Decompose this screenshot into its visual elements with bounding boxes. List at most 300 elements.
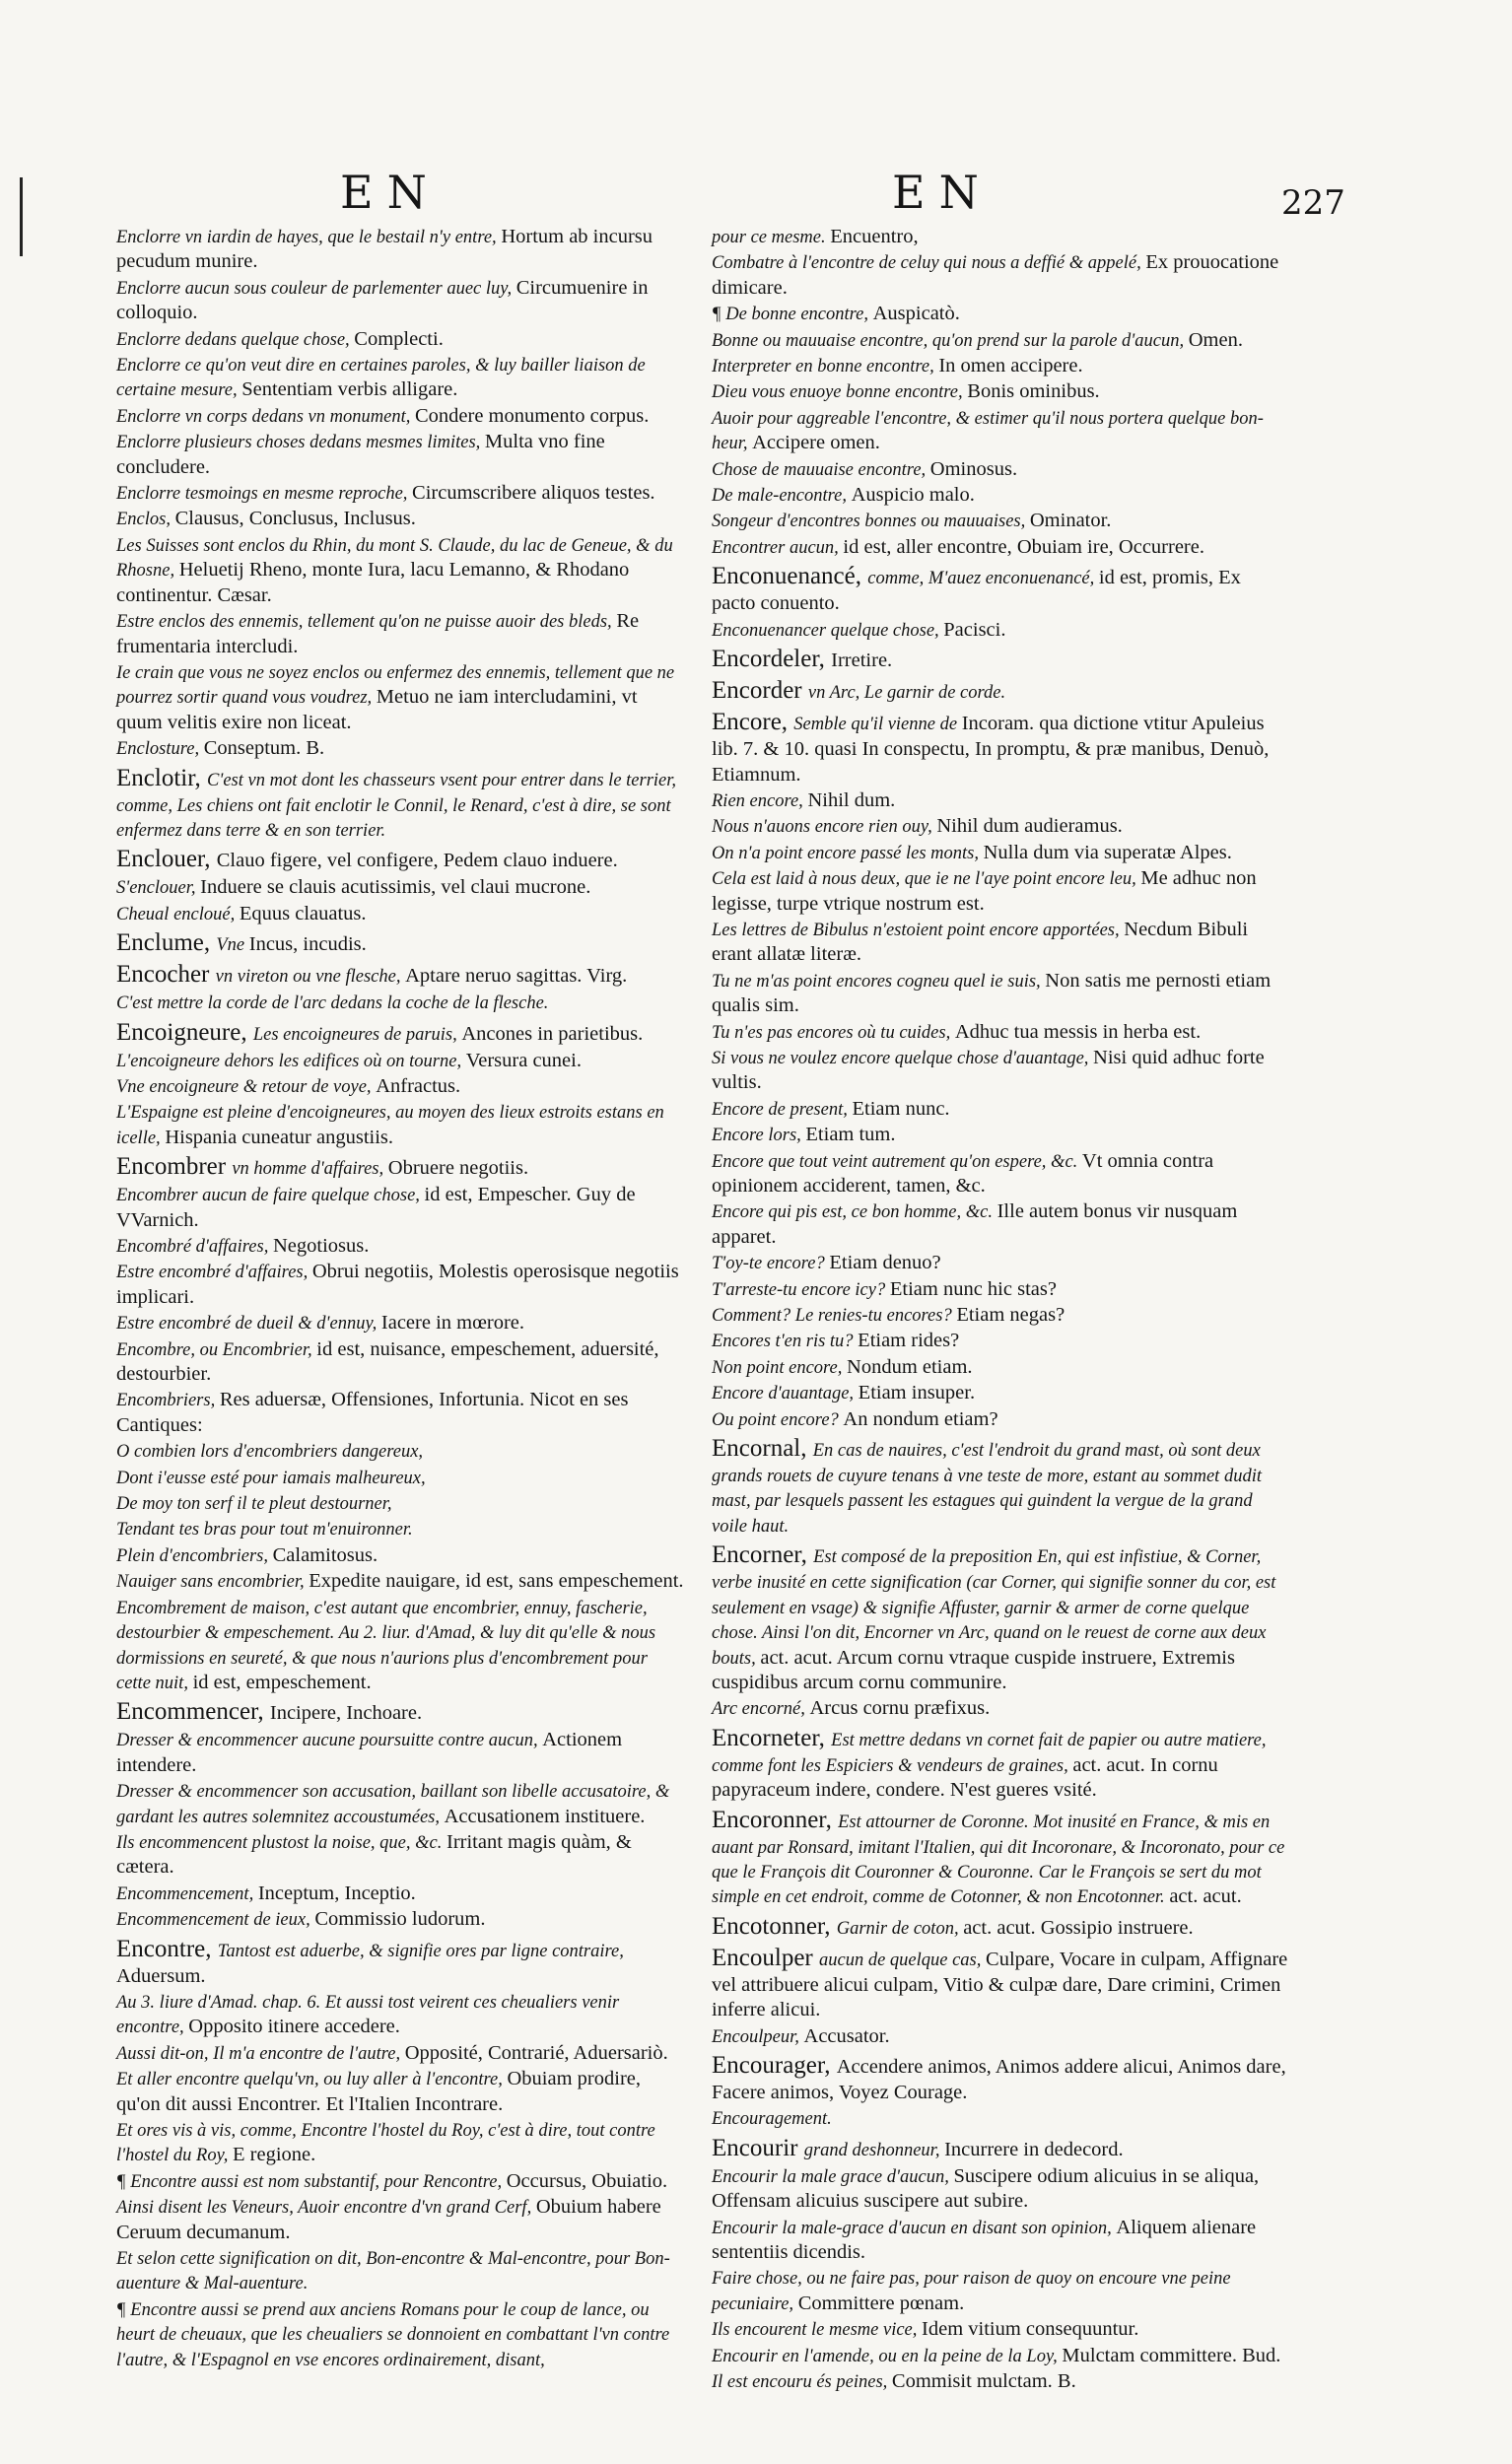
entry-french: Vne encoigneure & retour de voye, [116,1076,377,1097]
dictionary-entry [712,2133,1288,2163]
dictionary-entry [116,1183,686,1233]
entry-french: Est attourner de Coronne. Mot inusité en France, & mis en auant par Ronsard, imitant l'Italien, qui dit Incoronare, & Incoronato, pour ce que le François dit Couronner & Couronne. Car le François se sert du mot simple en cet endroit, comme de Cotonner, & non Encotonner. [712,1812,1285,1908]
entry-headword: Encombrer [116,1153,233,1181]
dictionary-entry [116,404,686,429]
entry-latin: Commissio ludorum. [314,1908,486,1931]
entry-french: ¶ Encontre aussi est nom substantif, pour Rencontre, [116,2171,507,2192]
dictionary-entry [712,1381,1288,1405]
entry-latin: Bonis ominibus. [967,380,1100,403]
entry-french: L'encoigneure dehors les edifices où on tourne, [116,1051,466,1071]
entry-french: En cas de nauires, c'est l'endroit du grand mast, où sont deux grands rouets de cuyure tenans à vne teste de more, estant au sommet dudit mast, par lesquels passent les estagues qui guindent la vergue de la grand voile haut. [712,1441,1262,1537]
entry-french: Garnir de coton, [836,1918,964,1939]
entry-french: Enclorre aucun sous couleur de parlementer auec luy, [116,278,516,299]
entry-french: vn homme d'affaires, [232,1159,388,1180]
entry-french: Enconuenancer quelque chose, [712,620,944,641]
entry-french: On n'a point encore passé les monts, [712,843,984,863]
dictionary-entry [712,509,1288,533]
entry-french: Nauiger sans encombrier, [116,1572,309,1593]
dictionary-entry [712,1943,1288,2023]
dictionary-entry [116,1543,686,1568]
entry-latin: Ominator. [1029,510,1112,532]
entry-latin: Idem vitium consequuntur. [922,2318,1139,2341]
dictionary-entry [116,430,686,480]
entry-french: Chose de mauuaise encontre, [712,459,930,480]
dictionary-entry [712,379,1288,404]
dictionary-entry [116,2195,686,2245]
dictionary-entry [116,1779,686,1829]
entry-french: C'est vn mot dont les chasseurs vsent pour entrer dans le terrier, comme, Les chiens ont fait enclotir le Connil, le Renard, c'est à dire, se sont enfermez dans terre & en son terrier. [116,770,677,841]
entry-french: De male-encontre, [712,486,852,507]
entry-latin: act. acut. [1072,1753,1150,1776]
entry-latin: Etiam negas? [956,1304,1065,1327]
dictionary-entry [116,1100,686,1150]
entry-latin: Etiam denuo? [829,1252,941,1274]
entry-french: Tantost est aduerbe, & signifie ores par ligne contraire, [217,1941,624,1961]
entry-french: Ie crain que vous ne soyez enclos ou enfermez des ennemis, tellement que ne pourrez sortir quand vous voudrez, [116,662,675,709]
dictionary-entry [712,457,1288,482]
entry-french: Combatre à l'encontre de celuy qui nous a deffié & appelé, [712,253,1146,274]
entry-french: Estre encombré d'affaires, [116,1263,312,1283]
entry-latin: In cornu papyraceum indere, condere. N'est gueres vsité. [712,1753,1218,1802]
dictionary-entry [712,2369,1288,2394]
dictionary-entry [116,902,686,926]
dictionary-entry [116,1017,686,1048]
dictionary-entry [116,1260,686,1310]
dictionary-entry [116,276,686,326]
dictionary-entry [712,1433,1288,1539]
dictionary-entry [712,354,1288,378]
entry-latin: Me adhuc non legisse, turpe vtrique nostrum est. [712,867,1257,915]
dictionary-entry [116,353,686,403]
entry-french: Auoir pour aggreable l'encontre, & estimer qu'il nous portera quelque bon-heur, [712,408,1264,454]
entry-french: Ils encommencent plustost la noise, que, &c. [116,1832,447,1853]
entry-latin: act. acut. [963,1916,1041,1939]
entry-headword: Encourir [712,2134,804,2161]
entry-latin: Incoram. qua dictione vtitur Apuleius lib. 7. & 10. quasi In conspectu, In promptu, & præ manibus, Denuò, Etiamnum. [712,713,1270,786]
dictionary-entry [712,250,1288,301]
entry-latin: Suscipere odium alicuius in se aliqua, Offensam alicuius suscipere aut subire. [712,2164,1260,2213]
dictionary-entry [712,2024,1288,2049]
entry-latin: Multa vno fine concludere. [116,431,605,478]
entry-french: vn Arc, Le garnir de corde. [807,683,1006,704]
entry-latin: Actionem intendere. [116,1729,623,1776]
entry-french: vn vireton ou vne flesche, [215,967,406,988]
dictionary-entry [116,2067,686,2117]
entry-french: Enclorre vn corps dedans vn monument, [116,406,415,427]
entry-latin: Re frumentaria intercludi. [116,610,640,657]
dictionary-entry [116,1907,686,1932]
entry-french: Vne [216,935,249,956]
dictionary-entry [712,483,1288,508]
entry-french: Dresser & encommencer son accusation, baillant son libelle accusatoire, & gardant les autres solemnitez accoustumées, [116,1782,670,1827]
entry-french: Tu ne m'as point encores cogneu quel ie suis, [712,971,1046,992]
entry-latin: Culpare, Vocare in culpam, Affignare vel attribuere alicui culpam, Vitio & culpæ dare, Dare crimini, Crimen inferre alicui. [712,1948,1288,2021]
dictionary-entry [116,991,686,1015]
entry-latin: Arcum cornu vtraque cuspide instruere, Extremis cuspidibus arcum cornu communire. [712,1646,1235,1693]
dictionary-entry [116,1466,686,1490]
entry-french: ¶ De bonne encontre, [712,305,873,325]
entry-latin: An nondum etiam? [843,1407,998,1430]
entry-french: ¶ Encontre aussi se prend aux anciens Romans pour le coup de lance, ou heurt de cheuaux, que les cheualiers se donnoient en combattant l'vn contre l'autre, & l'Espagnol en vse encores ordinairement, disant, [116,2299,670,2370]
entry-french: Non point encore, [712,1357,848,1378]
dictionary-entry [712,225,1288,249]
dictionary-entry [712,1540,1288,1695]
dictionary-entry [116,2297,686,2372]
entry-french: Enclorre ce qu'on veut dire en certaines paroles, & luy bailler liaison de certaine mesure, [116,356,646,401]
dictionary-entry [712,675,1288,706]
entry-french: T'oy-te encore? [712,1254,830,1274]
dictionary-entry [712,406,1288,456]
dictionary-entry [712,2106,1288,2131]
entry-latin: Accusationem instituere. [444,1805,646,1827]
entry-latin: Gossipio instruere. [1040,1916,1194,1939]
entry-french: Encombré d'affaires, [116,1237,273,1257]
entry-french: Encommencement de ieux, [116,1910,315,1931]
dictionary-entry [712,1407,1288,1432]
dictionary-entry [712,328,1288,353]
entry-latin: Heluetij Rheno, monte Iura, lacu Lemanno, & Rhodano continentur. Cæsar. [116,559,630,606]
dictionary-entry [712,788,1288,813]
dictionary-entry [116,959,686,990]
entry-headword: Encore, [712,709,794,736]
entry-latin: Nisi quid adhuc forte vultis. [712,1046,1265,1094]
entry-french: Encouragement. [712,2109,832,2130]
entry-latin: Aliquem alienare sententiis dicendis. [712,2216,1257,2263]
entry-french: Encore lors, [712,1126,806,1146]
entry-latin: Clausus, Conclusus, Inclusus. [174,508,416,530]
entry-latin: Necdum Bibuli erant allatæ literæ. [712,918,1249,966]
entry-latin: Auspicio malo. [851,484,975,507]
dictionary-entry [712,1723,1288,1804]
entry-latin: Obrui negotiis, Molestis operosisque negotiis implicari. [116,1261,679,1308]
entry-latin: Ominosus. [929,457,1018,480]
entry-latin: Ancones in parietibus. [461,1022,644,1045]
entry-latin: Induere se clauis acutissimis, vel claui mucrone. [200,876,591,899]
entry-french: Plein d'encombriers, [116,1545,273,1566]
entry-latin: Res aduersæ, Offensiones, Infortunia. Nicot en ses Cantiques: [116,1389,629,1436]
entry-latin: Arcus cornu præfixus. [809,1697,991,1720]
entry-headword: Encorner, [712,1541,814,1569]
entry-french: O combien lors d'encombriers dangereux, [116,1442,424,1463]
entry-latin: Ex prouocatione dimicare. [712,251,1279,299]
entry-headword: Enclotir, [116,764,208,791]
dictionary-entry [712,918,1288,968]
entry-french: Encoulpeur, [712,2026,804,2047]
entry-french: L'Espaigne est pleine d'encoigneures, au moyen des lieux estroits estans en icelle, [116,1103,664,1148]
entry-headword: Encourager, [712,2051,837,2079]
dictionary-entry [712,1020,1288,1045]
entry-latin: Adhuc tua messis in herba est. [954,1020,1202,1043]
entry-french: Encombre, ou Encombrier, [116,1339,317,1360]
dictionary-entry [712,302,1288,326]
entry-latin: Ille autem bonus vir nusquam apparet. [712,1200,1238,1248]
dictionary-entry [116,1151,686,1182]
entry-french: Interpreter en bonne encontre, [712,357,939,377]
dictionary-entry [116,1234,686,1259]
entry-latin: Equus clauatus. [239,902,367,924]
dictionary-entry [116,1388,686,1438]
dictionary-entry [116,875,686,900]
entry-latin: Accusator. [803,2024,890,2047]
entry-french: Arc encorné, [712,1699,810,1720]
dictionary-entry [116,1337,686,1388]
entry-latin: In omen accipere. [938,355,1083,377]
dictionary-entry [116,1491,686,1516]
entry-french: Cela est laid à nous deux, que ie ne l'aye point encore leu, [712,869,1141,890]
entry-french: Aussi dit-on, Il m'a encontre de l'autre, [116,2043,405,2064]
dictionary-entry [116,1882,686,1906]
entry-latin: Obuiam prodire, qu'on dit aussi Encontrer. Et l'Italien Incontrare. [116,2068,641,2115]
entry-french: Si vous ne voulez encore quelque chose d'auantage, [712,1048,1094,1068]
entry-french: Encombriers, [116,1391,220,1411]
dictionary-entry [116,1934,686,1989]
entry-latin: Opposito itinere accedere. [188,2016,400,2038]
entry-french: Et selon cette signification on dit, Bon-encontre & Mal-encontre, pour Bon-auenture & Mal-auenture. [116,2249,670,2294]
dictionary-entry [712,841,1288,865]
entry-french: Rien encore, [712,790,808,811]
entry-french: Les lettres de Bibulus n'estoient point encore apportées, [712,920,1125,940]
entry-headword: Enclouer, [116,846,217,873]
entry-headword: Encoigneure, [116,1018,253,1046]
dictionary-entry [712,2050,1288,2105]
dictionary-entry [116,225,686,275]
dictionary-entry [116,763,686,844]
entry-headword: Encornal, [712,1435,813,1463]
entry-latin: id est, empeschement. [192,1671,372,1693]
dictionary-entry [116,844,686,874]
entry-latin: Irritant magis quàm, & cætera. [116,1830,632,1879]
dictionary-entry [116,1696,686,1727]
dictionary-entry [116,533,686,608]
entry-french: Enclorre tesmoings en mesme reproche, [116,484,413,505]
dictionary-entry [116,2118,686,2168]
dictionary-entry [116,1517,686,1541]
entry-latin: Hispania cuneatur angustiis. [165,1126,394,1148]
entry-french: Il est encouru és peines, [712,2372,892,2393]
entry-latin: Conseptum. B. [203,737,325,760]
entry-french: Songeur d'encontres bonnes ou mauuaises, [712,512,1030,532]
dictionary-entry [712,1696,1288,1721]
dictionary-entry [712,2317,1288,2342]
entry-french: T'arreste-tu encore icy? [712,1279,890,1300]
left-column [116,225,686,2373]
dictionary-entry [712,1123,1288,1147]
dictionary-entry [116,1830,686,1881]
entry-latin: Committere pœnam. [797,2292,965,2314]
entry-french: S'enclouer, [116,878,201,899]
dictionary-entry [712,1199,1288,1250]
dictionary-entry [116,1074,686,1099]
entry-latin: Etiam tum. [805,1124,896,1146]
entry-latin: Non satis me pernosti etiam qualis sim. [712,969,1271,1017]
entry-latin: Sententiam verbis alligare. [241,378,458,401]
entry-latin: Negotiosus. [272,1235,370,1257]
entry-french: Encore de present, [712,1099,853,1120]
entry-french: Encore d'auantage, [712,1384,859,1404]
dictionary-entry [712,1805,1288,1910]
entry-french: aucun de quelque cas, [818,1950,987,1970]
entry-latin: Auspicatò. [872,303,960,325]
entry-latin: Nihil dum. [807,788,896,811]
entry-latin: Expedite nauigare, id est, sans empeschement. [309,1570,684,1593]
entry-latin: act. acut. [760,1646,837,1669]
entry-latin: Etiam nunc. [852,1097,950,1120]
entry-french: Encombrer aucun de faire quelque chose, [116,1186,425,1206]
dictionary-entry [712,535,1288,560]
dictionary-entry [116,1049,686,1073]
entry-latin: Occursus, Obuiatio. [506,2169,668,2192]
entry-latin: Metuo ne iam intercludamini, vt quum velitis exire non liceat. [116,686,638,733]
dictionary-entry [116,609,686,659]
entry-headword: Encorneter, [712,1724,832,1751]
entry-headword: Encontre, [116,1935,218,1962]
entry-headword: Encocher [116,961,216,989]
entry-french: Les encoigneures de paruis, [252,1024,462,1045]
dictionary-entry [712,2216,1288,2266]
entry-french: pour ce mesme. [712,228,831,247]
entry-headword: Enclume, [116,929,217,957]
entry-latin: Irretire. [831,650,893,672]
entry-headword: Encoronner, [712,1806,839,1833]
entry-latin: Opposité, Contrarié, Aduersariò. [404,2041,668,2064]
entry-latin: Versura cunei. [465,1049,582,1071]
entry-french: Ils encourent le mesme vice, [712,2320,923,2341]
entry-latin: Commisit mulctam. B. [891,2370,1076,2393]
entry-latin: Aptare neruo sagittas. Virg. [405,965,628,988]
entry-latin: Etiam insuper. [858,1382,976,1404]
entry-latin: Incipere, Inchoare. [269,1702,423,1725]
entry-latin: Aduersum. [116,1964,206,1987]
dictionary-entry [712,707,1288,787]
entry-headword: Encommencer, [116,1698,270,1726]
dictionary-entry [712,561,1288,616]
right-running-head: EN [892,166,993,219]
entry-latin: Incus, incudis. [248,933,367,956]
entry-latin: Vt omnia contra opinionem acciderent, tamen, &c. [712,1149,1214,1197]
dictionary-entry [116,507,686,531]
entry-latin: Accendere animos, Animos addere alicui, Animos dare, Facere animos, Voyez Courage. [712,2055,1286,2103]
entry-latin: Circumuenire in colloquio. [116,276,649,324]
dictionary-entry [712,2164,1288,2215]
dictionary-entry [116,327,686,352]
entry-french: Ainsi disent les Veneurs, Auoir encontre d'vn grand Cerf, [116,2198,536,2219]
entry-french: Est mettre dedans vn cornet fait de papier ou autre matiere, comme font les Espiciers & vendeurs de graines, [712,1730,1267,1776]
entry-headword: Encordeler, [712,646,832,673]
dictionary-entry [116,2041,686,2066]
entry-french: Encore que tout veint autrement qu'on espere, &c. [712,1151,1082,1172]
entry-latin: Iacere in mœrore. [380,1312,525,1335]
dictionary-entry [712,1303,1288,1328]
entry-french: Encourir la male-grace d'aucun en disant son opinion, [712,2218,1117,2238]
dictionary-entry [712,1046,1288,1096]
entry-french: Encontrer aucun, [712,537,844,558]
entry-french: Encourir en l'amende, ou en la peine de la Loy, [712,2346,1063,2366]
entry-french: Enclosture, [116,739,204,760]
entry-french: Dont i'eusse esté pour iamais malheureux, [116,1468,426,1488]
entry-french: Enclos, [116,510,175,530]
dictionary-entry [116,2246,686,2296]
dictionary-entry [712,2344,1288,2368]
entry-latin: Clauo figere, vel configere, Pedem clauo induere. [216,850,618,872]
dictionary-entry [712,866,1288,917]
entry-french: Faire chose, ou ne faire pas, pour raison de quoy on encoure vne peine pecuniaire, [712,2269,1231,2314]
entry-latin: id est, Empescher. Guy de VVarnich. [116,1184,636,1231]
entry-french: Enclorre dedans quelque chose, [116,329,355,350]
entry-latin: Etiam nunc hic stas? [889,1277,1057,1300]
right-column [712,225,1288,2395]
entry-french: Encommencement, [116,1883,258,1904]
entry-latin: Omen. [1188,328,1243,351]
entry-headword: Enconuenancé, [712,563,868,590]
dictionary-entry [116,481,686,506]
entry-latin: Inceptum, Inceptio. [257,1882,416,1904]
dictionary-entry [116,736,686,761]
entry-french: Encore qui pis est, ce bon homme, &c. [712,1202,997,1223]
entry-latin: Condere monumento corpus. [414,404,650,427]
entry-latin: Obuium habere Ceruum decumanum. [116,2196,661,2243]
dictionary-entry [712,2266,1288,2316]
dictionary-entry [712,1149,1288,1199]
entry-latin: Etiam rides? [858,1330,960,1352]
entry-latin: Nulla dum via superatæ Alpes. [983,841,1232,863]
dictionary-entry [712,1097,1288,1122]
entry-french: Ou point encore? [712,1409,844,1430]
entry-french: Encourir la male grace d'aucun, [712,2166,954,2187]
entry-french: C'est mettre la corde de l'arc dedans la coche de la flesche. [116,993,549,1014]
entry-french: Est composé de la preposition En, qui est infistiue, & Corner, verbe inusité en cette signification (car Corner, qui signifie sonner du cor, est seulement en vsage) & signifie Affuster, garnir & armer de corne quelque chose. Ainsi l'on dit, Encorner vn Arc, quand on le reuest de corne aux deux bouts, [712,1547,1276,1669]
entry-french: grand deshonneur, [803,2140,945,2160]
entry-latin: act. acut. [1169,1885,1242,1908]
entry-headword: Encorder [712,677,808,705]
entry-latin: id est, promis, Ex pacto conuento. [712,567,1241,615]
entry-french: Les Suisses sont enclos du Rhin, du mont S. Claude, du lac de Geneue, & du Rhosne, [116,535,673,582]
entry-latin: Calamitosus. [272,1543,378,1566]
page-number: 227 [1281,183,1345,223]
entry-french: Et aller encontre quelqu'vn, ou luy aller à l'encontre, [116,2070,508,2090]
entry-french: Bonne ou mauuaise encontre, qu'on prend sur la parole d'aucun, [712,330,1189,351]
entry-french: Tendant tes bras pour tout m'enuironner. [116,1520,413,1540]
entry-french: Cheual encloué, [116,904,240,924]
entry-latin: Pacisci. [943,618,1006,641]
entry-latin: Accipere omen. [752,432,880,454]
entry-french: Estre enclos des ennemis, tellement qu'on ne puisse auoir des bleds, [116,612,617,633]
dictionary-entry [116,1728,686,1778]
dictionary-entry [712,1329,1288,1353]
entry-latin: Nondum etiam. [847,1355,973,1378]
entry-french: Tu n'es pas encores où tu cuides, [712,1022,955,1043]
entry-latin: Nihil dum audieramus. [936,815,1123,838]
entry-latin: Obruere negotiis. [387,1157,529,1180]
entry-latin: Circumscribere aliquos testes. [412,482,655,505]
page-header [0,166,1512,225]
entry-french: Encombrement de maison, c'est autant que encombrier, ennuy, fascherie, destourbier & empeschement. Au 2. liur. d'Amad, & luy dit qu'elle & nous dormissions en seureté, & que nous n'aurions plus d'encombrement pour cette nuit, [116,1598,656,1693]
dictionary-entry [116,1439,686,1464]
entry-french: De moy ton serf il te pleut destourner, [116,1494,392,1515]
left-running-head: EN [340,166,441,219]
entry-latin: id est, aller encontre, Obuiam ire, Occurrere. [843,535,1204,558]
dictionary-entry [116,660,686,735]
entry-french: Encores t'en ris tu? [712,1332,859,1352]
entry-latin: E regione. [233,2144,316,2166]
entry-french: Enclorre plusieurs choses dedans mesmes limites, [116,433,485,453]
dictionary-entry [712,1355,1288,1380]
entry-french: Au 3. liure d'Amad. chap. 6. Et aussi tost veirent ces cheualiers venir encontre, [116,1992,620,2038]
entry-french: Dresser & encommencer aucune poursuitte contre aucun, [116,1731,543,1751]
dictionary-entry [116,1311,686,1335]
entry-french: Et ores vis à vis, comme, Encontre l'hostel du Roy, c'est à dire, tout contre l'hostel du Roy, [116,2121,655,2166]
dictionary-entry [116,1596,686,1696]
entry-french: comme, M'auez enconuenancé, [867,569,1099,589]
